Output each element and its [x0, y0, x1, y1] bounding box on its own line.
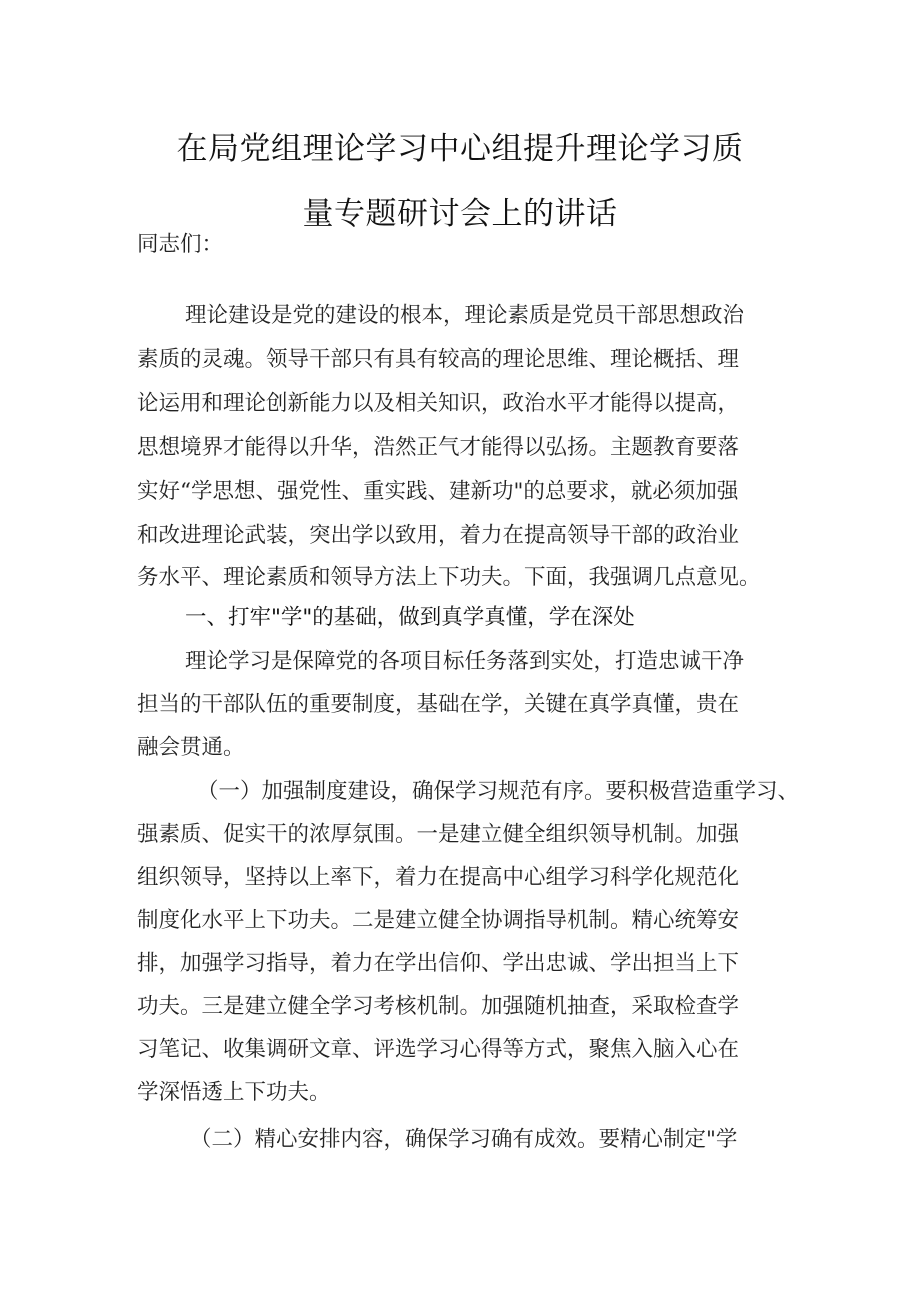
- item-1-line: （一）加强制度建设，确保学习规范有序。要积极营造重学习、: [197, 779, 800, 804]
- intro-line: 论运用和理论创新能力以及相关知识，政治水平才能得以提高，: [137, 391, 740, 416]
- item-1-line: 排，加强学习指导，着力在学出信仰、学出忠诚、学出担当上下: [137, 951, 740, 976]
- intro-line: 思想境界才能得以升华，浩然正气才能得以弘扬。主题教育要落: [137, 435, 740, 460]
- section-1-heading: 一、打牢"学"的基础，做到真学真懂，学在深处: [185, 605, 635, 630]
- item-1-line: 组织领导，坚持以上率下，着力在提高中心组学习科学化规范化: [137, 865, 740, 890]
- intro-line: 理论建设是党的建设的根本，理论素质是党员干部思想政治: [185, 303, 745, 328]
- section-1-line: 理论学习是保障党的各项目标任务落到实处，打造忠诚干净: [185, 649, 745, 674]
- document-title-line-1: 在局党组理论学习中心组提升理论学习质: [176, 131, 744, 167]
- item-1-line: 习笔记、收集调研文章、评选学习心得等方式，聚焦入脑入心在: [137, 1037, 740, 1062]
- item-2-line: （二）精心安排内容，确保学习确有成效。要精心制定"学: [190, 1127, 738, 1152]
- section-1-line: 融会贯通。: [137, 735, 245, 760]
- item-1-line: 制度化水平上下功夫。二是建立健全协调指导机制。精心统筹安: [137, 908, 740, 933]
- item-1-line: 强素质、促实干的浓厚氛围。一是建立健全组织领导机制。加强: [137, 822, 740, 847]
- item-1-line: 学深悟透上下功夫。: [137, 1080, 331, 1105]
- intro-line: 素质的灵魂。领导干部只有具有较高的理论思维、理论概括、理: [137, 347, 740, 372]
- intro-line: 和改进理论武装，突出学以致用，着力在提高领导干部的政治业: [137, 523, 740, 548]
- intro-line: 实好“学思想、强党性、重实践、建新功"的总要求，就必须加强: [137, 479, 739, 504]
- intro-line: 务水平、理论素质和领导方法上下功夫。下面，我强调几点意见。: [137, 565, 761, 590]
- document-title-line-2: 量专题研讨会上的讲话: [302, 196, 618, 232]
- item-1-line: 功夫。三是建立健全学习考核机制。加强随机抽查，采取检查学: [137, 994, 740, 1019]
- salutation: 同志们：: [137, 232, 224, 257]
- section-1-line: 担当的干部队伍的重要制度，基础在学，关键在真学真懂，贵在: [137, 692, 740, 717]
